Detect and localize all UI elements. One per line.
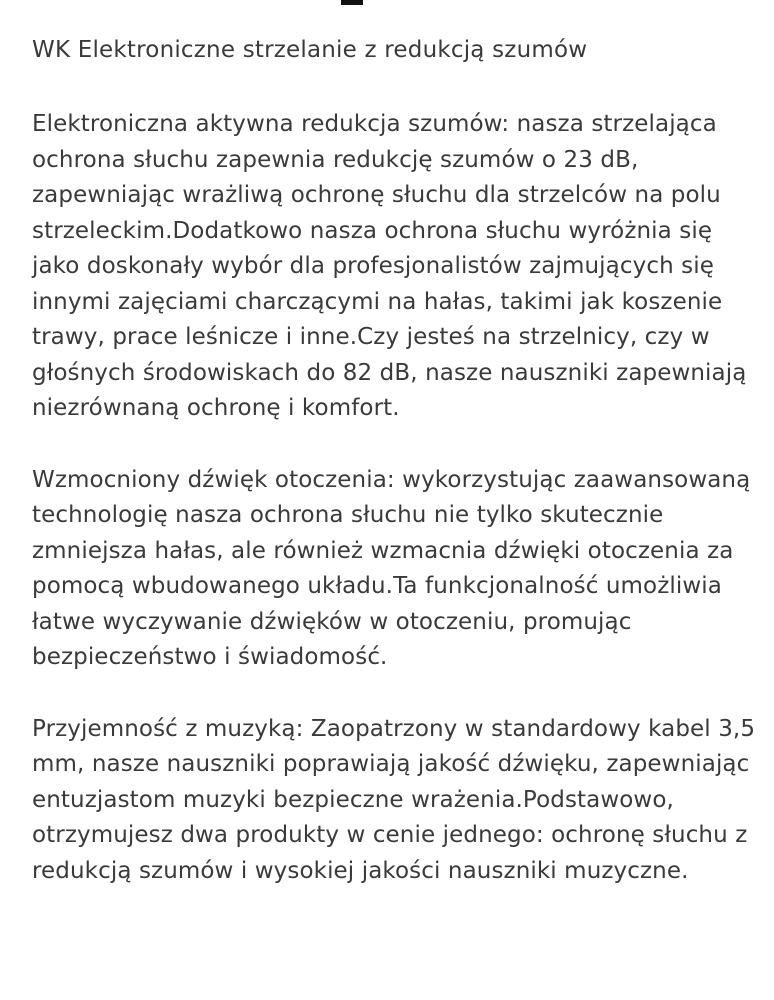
paragraph-music: Przyjemność z muzyką: Zaopatrzony w standardowy kabel 3,5 mm, nasze nauszniki poprawiają jakość dźwięku, zapewniając entuzjastom muzyki bezpieczne wrażenia.Podstawowo, otrzymujesz dwa produkty w cenie jednego: ochronę słuchu z redukcją szumów i wysokiej jakości nauszniki muzyczne. bbox=[32, 715, 756, 884]
spacer bbox=[32, 427, 756, 463]
product-description bbox=[32, 30, 756, 889]
paragraph-noise-reduction: Elektroniczna aktywna redukcja szumów: nasza strzelająca ochrona słuchu zapewnia redukcję szumów o 23 dB, zapewniając wrażliwą ochronę słuchu dla strzelców na polu strzeleckim.Dodatkowo nasza ochrona słuchu wyróżnia się jako doskonały wybór dla profesjonalistów zajmujących się innymi zajęciami charczącymi na hałas, takimi jak koszenie trawy, prace leśnicze i inne.Czy jesteś na strzelnicy, czy w głośnych środowiskach do 82 dB, nasze nauszniki zapewniają niezrównaną ochronę i komfort. bbox=[32, 111, 747, 421]
paragraph-ambient-sound: Wzmocniony dźwięk otoczenia: wykorzystując zaawansowaną technologię nasza ochrona słuchu nie tylko skutecznie zmniejsza hałas, ale również wzmacnia dźwięki otoczenia za pomocą wbudowanego układu.Ta funkcjonalność umożliwia łatwe wyczywanie dźwięków w otoczeniu, promując bezpieczeństwo i świadomość. bbox=[32, 466, 751, 670]
top-edge-mark bbox=[341, 0, 363, 5]
spacer bbox=[32, 70, 756, 107]
product-title: WK Elektroniczne strzelanie z redukcją szumów bbox=[32, 37, 588, 63]
spacer bbox=[32, 676, 756, 712]
